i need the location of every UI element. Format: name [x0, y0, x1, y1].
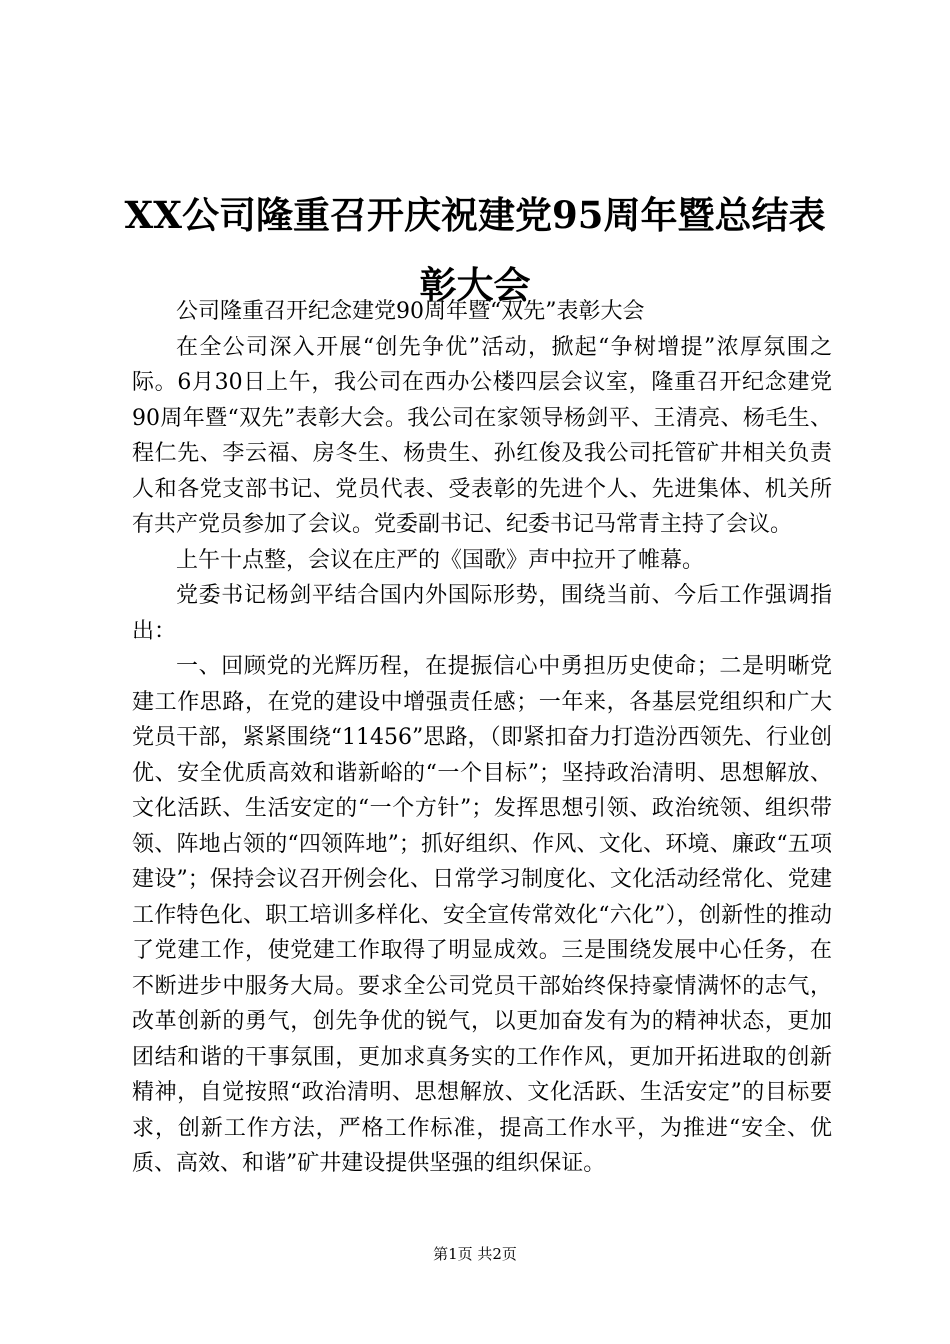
- page-footer: 第1页 共2页: [433, 1245, 517, 1263]
- paragraph-subtitle: 公司隆重召开纪念建党90周年暨“双先”表彰大会: [176, 299, 645, 324]
- document-title: XX公司隆重召开庆祝建党95周年暨总结表彰大会: [124, 193, 826, 307]
- document-body: [132, 294, 832, 1182]
- paragraph-speech-lead: 党委书记杨剑平结合国内外国际形势，围绕当前、今后工作强调指出：: [132, 583, 832, 644]
- paragraph-speech-body: 一、回顾党的光辉历程，在提振信心中勇担历史使命；二是明晰党建工作思路，在党的建设中增强责任感；一年来，各基层党组织和广大党员干部，紧紧围绕“11456”思路，（即紧扣奋力打造汾西领先、行业创优、安全优质高效和谐新峪的“一个目标”；坚持政治清明、思想解放、文化活跃、生活安定的“一个方针”；发挥思想引领、政治统领、组织带领、阵地占领的“四领阵地”；抓好组织、作风、文化、环境、廉政“五项建设”；保持会议召开例会化、日常学习制度化、文化活动经常化、党建工作特色化、职工培训多样化、安全宣传常效化“六化”），创新性的推动了党建工作，使党建工作取得了明显成效。三是围绕发展中心任务，在不断进步中服务大局。要求全公司党员干部始终保持豪情满怀的志气，改革创新的勇气，创先争优的锐气，以更加奋发有为的精神状态，更加团结和谐的干事氛围，更加求真务实的工作作风，更加开拓进取的创新精神，自觉按照“政治清明、思想解放、文化活跃、生活安定”的目标要求，创新工作方法，严格工作标准，提高工作水平，为推进“安全、优质、高效、和谐”矿井建设提供坚强的组织保证。: [132, 654, 832, 1176]
- paragraph-intro: 在全公司深入开展“创先争优”活动，掀起“争树增提”浓厚氛围之际。6月30日上午，我公司在西办公楼四层会议室，隆重召开纪念建党90周年暨“双先”表彰大会。我公司在家领导杨剑平、王清亮、杨毛生、程仁先、李云福、房冬生、杨贵生、孙红俊及我公司托管矿井相关负责人和各党支部书记、党员代表、受表彰的先进个人、先进集体、机关所有共产党员参加了会议。党委副书记、纪委书记马常青主持了会议。: [132, 334, 832, 537]
- paragraph-opening: 上午十点整，会议在庄严的《国歌》声中拉开了帷幕。: [176, 547, 705, 573]
